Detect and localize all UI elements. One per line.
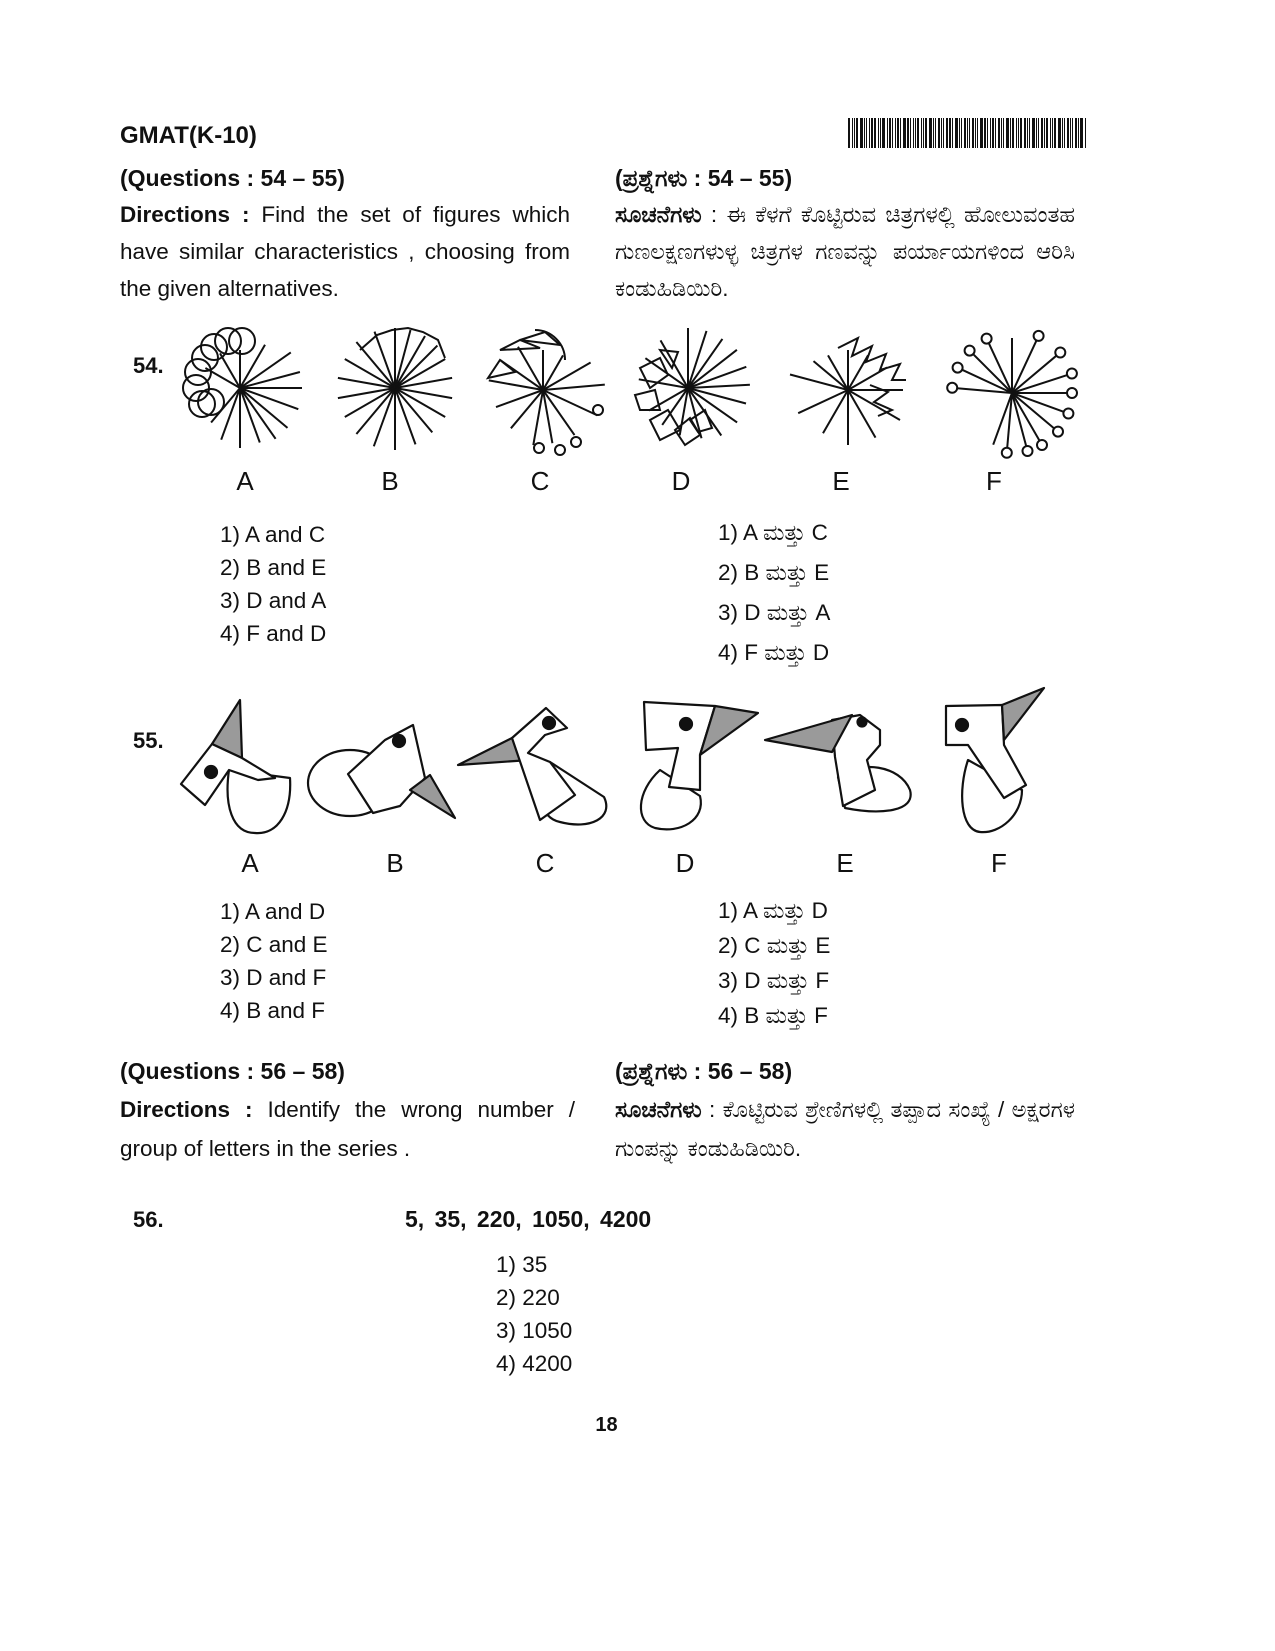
figure-54-b [338,328,452,450]
option-1[interactable]: 1) 35 [496,1252,548,1277]
option-2-kn[interactable]: 2) C ಮತ್ತು E [718,933,831,958]
figure-label: F [991,848,1007,878]
option-3[interactable]: 3) 1050 [496,1318,573,1343]
figure-label: D [675,848,695,878]
q55-figures [0,680,1275,840]
q54-options-kn [718,513,830,673]
figure-label: E [832,466,850,496]
q54-figures [0,320,1275,470]
option-4-kn[interactable]: 4) B ಮತ್ತು F [718,1003,828,1028]
section1-directions-en [120,196,570,307]
directions-text-kn: : ಕೊಟ್ಟಿರುವ ಶ್ರೇಣಿಗಳಲ್ಲಿ ತಪ್ಪಾದ ಸಂಖ್ಯೆ / ಅಕ್ಷರಗಳ ಗುಂಪನ್ನು ಕಂಡುಹಿಡಿಯಿರಿ. [615,1097,1075,1161]
option-2-kn[interactable]: 2) B ಮತ್ತು E [718,560,830,585]
figure-55-d [641,702,758,829]
figure-label: E [836,848,854,878]
figure-54-a [183,328,302,448]
directions-label: Directions : [120,202,250,227]
option-2[interactable]: 2) 220 [496,1285,560,1310]
question-number: 54. [133,353,164,378]
option-4[interactable]: 4) B and F [220,998,326,1023]
figure-55-f [946,688,1044,832]
section1-directions-kn [615,196,1075,307]
option-4[interactable]: 4) F and D [220,621,327,646]
q54-figure-labels [0,466,1275,498]
option-3-kn[interactable]: 3) D ಮತ್ತು A [718,600,831,625]
figure-label: D [671,466,691,496]
figure-label: F [986,466,1002,496]
figure-54-d [635,328,750,445]
option-2[interactable]: 2) C and E [220,932,328,957]
figure-label: A [241,848,259,878]
directions-text: Find the set of figures which have similar characteristics , choosing from the given alternatives. [120,202,570,301]
section2-heading-kn: (ಪ್ರಶ್ನೆಗಳು : 56 – 58) [615,1058,793,1084]
option-3[interactable]: 3) D and A [220,588,327,613]
option-1-kn[interactable]: 1) A ಮತ್ತು C [718,520,828,545]
figure-label: B [381,466,399,496]
figure-55-e [765,715,911,811]
section1-heading-en: (Questions : 54 – 55) [120,165,345,191]
exam-code: GMAT(K-10) [120,122,257,149]
figure-54-c [488,330,605,455]
option-2[interactable]: 2) B and E [220,555,327,580]
option-3-kn[interactable]: 3) D ಮತ್ತು F [718,968,830,993]
question-number: 55. [133,728,164,753]
question-number: 56. [133,1207,164,1232]
section2-heading-en: (Questions : 56 – 58) [120,1058,345,1084]
q55-options-en [220,895,328,1027]
option-1[interactable]: 1) A and D [220,899,326,924]
figure-55-b [308,725,455,818]
section2-directions-kn [615,1090,1075,1168]
q55-options-kn [718,893,830,1033]
barcode [848,118,1087,148]
figure-label: C [530,466,550,496]
figure-label: C [535,848,555,878]
q55-figure-labels [0,848,1275,880]
figure-54-e [790,338,906,445]
directions-text-kn: : ಈ ಕೆಳಗೆ ಕೊಟ್ಟಿರುವ ಚಿತ್ರಗಳಲ್ಲಿ ಹೋಲುವಂತಹ ಗುಣಲಕ್ಷಣಗಳುಳ್ಳ ಚಿತ್ರಗಳ ಗಣವನ್ನು ಪರ್ಯಾಯಗಳಿಂದ ಆರಿಸಿ ಕಂಡುಹಿಡಿಯಿರಿ. [615,202,1075,301]
page-number: 18 [595,1414,618,1436]
option-3[interactable]: 3) D and F [220,965,327,990]
section2-directions-en [120,1090,575,1168]
q54-options-en [220,518,326,650]
option-4[interactable]: 4) 4200 [496,1351,573,1376]
option-1[interactable]: 1) A and C [220,522,326,547]
directions-label-kn: ಸೂಚನೆಗಳು [615,202,702,227]
option-1-kn[interactable]: 1) A ಮತ್ತು D [718,898,828,923]
figure-54-f [947,331,1077,458]
directions-text: Identify the wrong number / group of letters in the series . [120,1097,575,1161]
directions-label-kn: ಸೂಚನೆಗಳು [615,1097,702,1122]
number-series: 5, 35, 220, 1050, 4200 [405,1206,652,1232]
section1-heading-kn: (ಪ್ರಶ್ನೆಗಳು : 54 – 55) [615,165,793,191]
directions-label: Directions : [120,1097,253,1122]
figure-label: B [386,848,404,878]
figure-55-c [458,708,606,824]
figure-label: A [236,466,254,496]
q56-options [496,1248,572,1380]
option-4-kn[interactable]: 4) F ಮತ್ತು D [718,640,830,665]
figure-55-a [181,700,290,833]
